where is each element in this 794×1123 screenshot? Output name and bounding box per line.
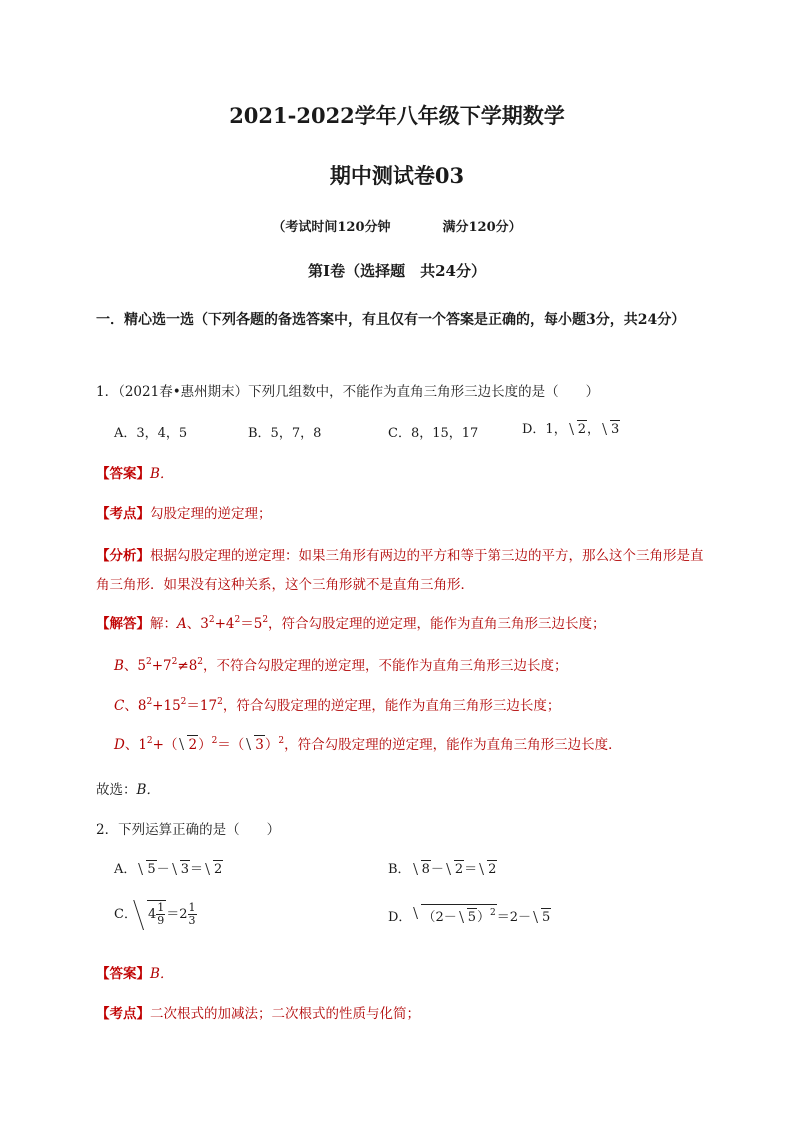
sqrt-2: 2 (568, 420, 587, 437)
title-line-1: 2021-2022学年八年级下学期数学 (229, 103, 565, 128)
title-line-2: 期中测试卷03 (329, 163, 465, 188)
q1-option-a[interactable]: A．3，4，5 (114, 426, 188, 441)
q2-stem: 2．下列运算正确的是（ ） (96, 822, 281, 838)
q1-choose: 故选：B． (96, 782, 160, 798)
q1-option-b[interactable]: B．5，7，8 (248, 426, 322, 441)
q2-option-b[interactable]: B． 8－ 2＝ 2 (388, 862, 497, 877)
q1-point: 【考点】勾股定理的逆定理； (96, 506, 272, 522)
exam-info (0, 216, 794, 235)
q1-solution-b: B、$5^2+7^2\ne 8^2$，不符合勾股定理的逆定理，不能作为直角三角形三边长度； (114, 657, 568, 674)
q2-option-c[interactable]: C． 4 $\frac{1}{9}$ ＝2 $\frac{1}{3}$ (114, 901, 196, 927)
q1-stem: 1．（2021春•惠州期末）下列几组数中，不能作为直角三角形三边长度的是（ ） (96, 384, 600, 400)
q1-solution-a: 【解答】解：A、$3^2+4^2=5^2$，符合勾股定理的逆定理，能作为直角三角形三边长度； (96, 615, 606, 632)
part-heading: 第Ⅰ卷（选择题 共24分） (308, 262, 486, 280)
q2-option-a[interactable]: A． 5－ 3＝ 2 (114, 862, 223, 877)
q1-solution-c: C、$8^2+15^2=17^2$，符合勾股定理的逆定理，能作为直角三角形三边长度； (114, 697, 561, 714)
exam-time: （考试时间120分钟 (272, 220, 391, 235)
q1-analysis: 【分析】根据勾股定理的逆定理：如果三角形有两边的平方和等于第三边的平方，那么这个三角形是直角三角形．如果没有这种关系，这个三角形就不是直角三角形． (96, 548, 704, 593)
sqrt-3: 3 (601, 420, 620, 437)
q1-option-c[interactable]: C．8，15，17 (388, 426, 479, 441)
full-score: 满分120分） (442, 220, 522, 235)
q2-point: 【考点】二次根式的加减法；二次根式的性质与化简； (96, 1006, 420, 1022)
q1-solution-d: D、$1^2+$（ 2）$^2$＝（ 3）$^2$，符合勾股定理的逆定理，能作为直角三角形三边长度． (114, 736, 622, 753)
q2-option-d[interactable]: D． $(2- 5)^2=2- 5$ (388, 904, 551, 925)
q2-answer: 【答案】B． (96, 966, 174, 982)
section-instruction: 一．精心选一选（下列各题的备选答案中，有且仅有一个答案是正确的，每小题3分，共24分） (96, 312, 686, 328)
q1-answer: 【答案】B． (96, 466, 174, 482)
q1-option-d[interactable]: D．1， 2， 3 (522, 422, 620, 437)
